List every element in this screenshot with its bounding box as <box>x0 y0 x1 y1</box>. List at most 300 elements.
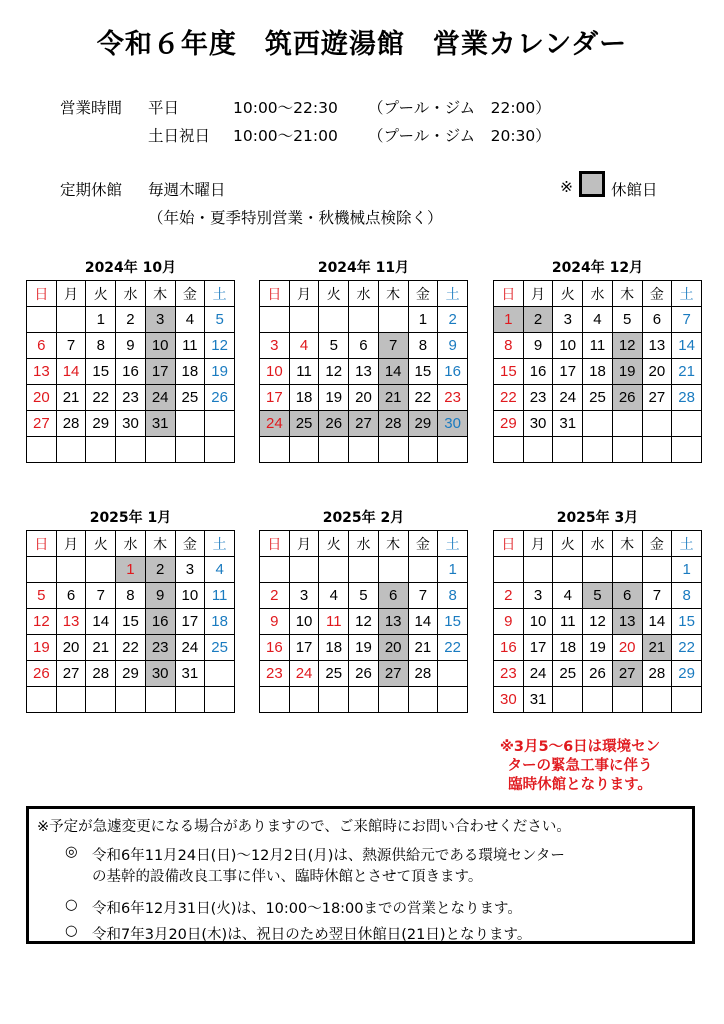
day-cell: 11 <box>583 333 613 359</box>
day-cell: 19 <box>612 359 642 385</box>
week-row <box>27 609 235 635</box>
week-row <box>260 609 468 635</box>
day-cell: 7 <box>86 583 116 609</box>
week-row <box>27 635 235 661</box>
day-cell: 26 <box>583 661 613 687</box>
calendar-month-title: 2025年 1月 <box>89 510 172 526</box>
weekday-header: 金 <box>175 281 205 307</box>
day-cell: 22 <box>116 635 146 661</box>
day-cell: 13 <box>612 609 642 635</box>
day-cell: 9 <box>494 609 524 635</box>
day-cell: 25 <box>583 385 613 411</box>
day-cell: 2 <box>494 583 524 609</box>
day-cell: 16 <box>438 359 468 385</box>
calendar-grid <box>26 530 235 713</box>
day-cell: 15 <box>86 359 116 385</box>
day-cell: 9 <box>260 609 290 635</box>
weekday-pool-time: （プール・ジム 22:00） <box>368 99 551 117</box>
day-cell: 1 <box>408 307 438 333</box>
empty-cell <box>408 437 438 463</box>
march-note-line: 臨時休館となります。 <box>508 777 652 793</box>
day-cell: 15 <box>672 609 702 635</box>
week-row <box>260 437 468 463</box>
empty-cell <box>553 557 583 583</box>
week-row <box>494 437 702 463</box>
notice-item1-line2: の基幹的設備改良工事に伴い、臨時休館とさせて頂きます。 <box>92 869 483 885</box>
day-cell: 10 <box>145 333 175 359</box>
weekday-label: 平日 <box>148 99 180 117</box>
calendar-month-title: 2024年 10月 <box>84 260 177 276</box>
weekday-header: 土 <box>672 281 702 307</box>
empty-cell <box>205 411 235 437</box>
weekday-header: 金 <box>408 281 438 307</box>
weekday-header: 日 <box>494 531 524 557</box>
day-cell: 12 <box>583 609 613 635</box>
day-cell: 3 <box>289 583 319 609</box>
empty-cell <box>438 687 468 713</box>
day-cell: 15 <box>438 609 468 635</box>
day-cell: 30 <box>438 411 468 437</box>
empty-cell <box>289 437 319 463</box>
weekday-header: 日 <box>494 281 524 307</box>
empty-cell <box>642 437 672 463</box>
empty-cell <box>116 437 146 463</box>
calendar-month-title: 2024年 12月 <box>551 260 644 276</box>
day-cell: 27 <box>642 385 672 411</box>
day-cell: 21 <box>86 635 116 661</box>
week-row <box>494 385 702 411</box>
day-cell: 14 <box>642 609 672 635</box>
empty-cell <box>349 307 379 333</box>
march-note-line: ※3月5～6日は環境セン <box>499 739 661 755</box>
day-cell: 22 <box>438 635 468 661</box>
calendar-grid <box>493 280 702 463</box>
day-cell: 4 <box>289 333 319 359</box>
calendar-grid <box>26 280 235 463</box>
weekday-header: 日 <box>27 531 57 557</box>
holiday-label: 土日祝日 <box>148 127 211 145</box>
empty-cell <box>27 557 57 583</box>
day-cell: 31 <box>523 687 553 713</box>
empty-cell <box>523 437 553 463</box>
week-row <box>494 557 702 583</box>
empty-cell <box>175 411 205 437</box>
day-cell: 18 <box>583 359 613 385</box>
weekday-header: 月 <box>56 531 86 557</box>
week-row <box>27 359 235 385</box>
day-cell: 2 <box>438 307 468 333</box>
day-cell: 19 <box>27 635 57 661</box>
weekday-header: 土 <box>672 531 702 557</box>
day-cell: 30 <box>494 687 524 713</box>
day-cell: 20 <box>56 635 86 661</box>
calendar-2025-01 <box>26 508 235 713</box>
day-cell: 12 <box>349 609 379 635</box>
day-cell: 24 <box>175 635 205 661</box>
weekday-header: 金 <box>175 531 205 557</box>
weekday-header: 金 <box>642 531 672 557</box>
day-cell: 29 <box>116 661 146 687</box>
day-cell: 24 <box>523 661 553 687</box>
calendar-month-title: 2025年 3月 <box>556 510 639 526</box>
weekday-header: 水 <box>583 281 613 307</box>
weekday-header: 日 <box>260 531 290 557</box>
weekday-header-row <box>260 531 468 557</box>
empty-cell <box>553 437 583 463</box>
empty-cell <box>116 687 146 713</box>
calendar-2024-11 <box>259 258 468 463</box>
day-cell: 11 <box>553 609 583 635</box>
calendar-2024-12 <box>493 258 702 463</box>
empty-cell <box>56 687 86 713</box>
empty-cell <box>145 437 175 463</box>
empty-cell <box>523 557 553 583</box>
empty-cell <box>319 307 349 333</box>
day-cell: 20 <box>378 635 408 661</box>
weekday-header: 月 <box>523 531 553 557</box>
day-cell: 19 <box>205 359 235 385</box>
day-cell: 13 <box>349 359 379 385</box>
day-cell: 7 <box>642 583 672 609</box>
day-cell: 3 <box>523 583 553 609</box>
empty-cell <box>642 687 672 713</box>
week-row <box>27 333 235 359</box>
day-cell: 27 <box>612 661 642 687</box>
day-cell: 11 <box>289 359 319 385</box>
weekday-header: 木 <box>145 281 175 307</box>
day-cell: 5 <box>349 583 379 609</box>
notice-item3-mark: ○ <box>65 923 78 939</box>
day-cell: 2 <box>145 557 175 583</box>
empty-cell <box>612 557 642 583</box>
day-cell: 23 <box>145 635 175 661</box>
day-cell: 16 <box>116 359 146 385</box>
day-cell: 18 <box>175 359 205 385</box>
weekday-header: 土 <box>205 281 235 307</box>
day-cell: 28 <box>408 661 438 687</box>
day-cell: 25 <box>175 385 205 411</box>
day-cell: 12 <box>205 333 235 359</box>
empty-cell <box>378 687 408 713</box>
weekday-header: 土 <box>438 281 468 307</box>
day-cell: 10 <box>289 609 319 635</box>
day-cell: 4 <box>319 583 349 609</box>
empty-cell <box>319 687 349 713</box>
day-cell: 23 <box>116 385 146 411</box>
day-cell: 24 <box>553 385 583 411</box>
empty-cell <box>494 437 524 463</box>
day-cell: 20 <box>612 635 642 661</box>
day-cell: 29 <box>672 661 702 687</box>
weekday-header: 火 <box>553 531 583 557</box>
calendar-2025-03 <box>493 508 702 713</box>
day-cell: 24 <box>145 385 175 411</box>
regular-closed-label: 定期休館 <box>60 181 123 199</box>
day-cell: 9 <box>523 333 553 359</box>
weekday-header: 火 <box>86 531 116 557</box>
notice-box <box>26 806 695 944</box>
day-cell: 13 <box>56 609 86 635</box>
day-cell: 30 <box>523 411 553 437</box>
holiday-pool-time: （プール・ジム 20:30） <box>368 127 551 145</box>
day-cell: 30 <box>116 411 146 437</box>
empty-cell <box>205 437 235 463</box>
empty-cell <box>86 437 116 463</box>
day-cell: 27 <box>378 661 408 687</box>
day-cell: 25 <box>319 661 349 687</box>
day-cell: 18 <box>319 635 349 661</box>
calendar-2024-10 <box>26 258 235 463</box>
day-cell: 26 <box>612 385 642 411</box>
day-cell: 4 <box>205 557 235 583</box>
empty-cell <box>289 307 319 333</box>
calendar-grid <box>259 280 468 463</box>
day-cell: 5 <box>583 583 613 609</box>
empty-cell <box>378 437 408 463</box>
empty-cell <box>260 557 290 583</box>
empty-cell <box>672 687 702 713</box>
day-cell: 15 <box>494 359 524 385</box>
empty-cell <box>583 411 613 437</box>
day-cell: 29 <box>408 411 438 437</box>
weekday-header: 木 <box>612 531 642 557</box>
weekday-header: 月 <box>523 281 553 307</box>
empty-cell <box>27 307 57 333</box>
weekday-header: 水 <box>349 281 379 307</box>
march-note-line: ターの緊急工事に伴う <box>507 758 653 774</box>
empty-cell <box>378 307 408 333</box>
empty-cell <box>260 307 290 333</box>
day-cell: 30 <box>145 661 175 687</box>
notice-item2: 令和6年12月31日(火)は、10:00～18:00までの営業となります。 <box>92 901 522 917</box>
week-row <box>27 437 235 463</box>
day-cell: 16 <box>260 635 290 661</box>
day-cell: 17 <box>145 359 175 385</box>
week-row <box>494 635 702 661</box>
empty-cell <box>672 411 702 437</box>
day-cell: 1 <box>672 557 702 583</box>
day-cell: 1 <box>438 557 468 583</box>
day-cell: 6 <box>27 333 57 359</box>
empty-cell <box>260 687 290 713</box>
weekday-header: 水 <box>116 531 146 557</box>
notice-item1-line1: 令和6年11月24日(日)～12月2日(月)は、熱源供給元である環境センター <box>92 848 565 864</box>
day-cell: 14 <box>56 359 86 385</box>
day-cell: 21 <box>672 359 702 385</box>
day-cell: 5 <box>612 307 642 333</box>
regular-closed-note: （年始・夏季特別営業・秋機械点検除く） <box>148 209 443 227</box>
day-cell: 26 <box>27 661 57 687</box>
week-row <box>27 661 235 687</box>
day-cell: 6 <box>612 583 642 609</box>
empty-cell <box>672 437 702 463</box>
empty-cell <box>56 437 86 463</box>
day-cell: 12 <box>319 359 349 385</box>
weekday-header-row <box>494 281 702 307</box>
day-cell: 28 <box>672 385 702 411</box>
calendar-grid <box>493 530 702 713</box>
day-cell: 27 <box>349 411 379 437</box>
day-cell: 14 <box>408 609 438 635</box>
weekday-header-row <box>27 531 235 557</box>
day-cell: 7 <box>672 307 702 333</box>
day-cell: 5 <box>27 583 57 609</box>
day-cell: 26 <box>349 661 379 687</box>
notice-item2-mark: ○ <box>65 897 78 913</box>
day-cell: 22 <box>672 635 702 661</box>
day-cell: 14 <box>672 333 702 359</box>
day-cell: 15 <box>408 359 438 385</box>
notice-item3: 令和7年3月20日(木)は、祝日のため翌日休館日(21日)となります。 <box>92 927 532 943</box>
day-cell: 5 <box>205 307 235 333</box>
day-cell: 19 <box>349 635 379 661</box>
day-cell: 4 <box>583 307 613 333</box>
day-cell: 20 <box>642 359 672 385</box>
weekday-header: 火 <box>319 531 349 557</box>
weekday-header: 木 <box>378 281 408 307</box>
day-cell: 10 <box>523 609 553 635</box>
weekday-header: 金 <box>408 531 438 557</box>
day-cell: 28 <box>378 411 408 437</box>
day-cell: 31 <box>553 411 583 437</box>
weekday-header: 日 <box>27 281 57 307</box>
empty-cell <box>175 437 205 463</box>
day-cell: 8 <box>672 583 702 609</box>
day-cell: 31 <box>145 411 175 437</box>
day-cell: 1 <box>86 307 116 333</box>
day-cell: 3 <box>260 333 290 359</box>
empty-cell <box>319 437 349 463</box>
day-cell: 12 <box>27 609 57 635</box>
empty-cell <box>86 687 116 713</box>
weekday-header: 月 <box>289 281 319 307</box>
holiday-time: 10:00～21:00 <box>233 127 338 145</box>
week-row <box>260 583 468 609</box>
day-cell: 8 <box>86 333 116 359</box>
calendar-month-title: 2024年 11月 <box>317 260 410 276</box>
week-row <box>260 333 468 359</box>
day-cell: 18 <box>205 609 235 635</box>
day-cell: 27 <box>56 661 86 687</box>
day-cell: 8 <box>408 333 438 359</box>
weekday-header: 日 <box>260 281 290 307</box>
weekday-header-row <box>27 281 235 307</box>
day-cell: 10 <box>175 583 205 609</box>
weekday-header: 水 <box>349 531 379 557</box>
day-cell: 4 <box>553 583 583 609</box>
march-closure-note <box>470 738 690 795</box>
week-row <box>27 583 235 609</box>
calendar-month-title: 2025年 2月 <box>322 510 405 526</box>
empty-cell <box>612 411 642 437</box>
day-cell: 22 <box>408 385 438 411</box>
week-row <box>494 687 702 713</box>
day-cell: 27 <box>27 411 57 437</box>
week-row <box>260 411 468 437</box>
weekday-header: 火 <box>553 281 583 307</box>
week-row <box>260 557 468 583</box>
day-cell: 19 <box>583 635 613 661</box>
day-cell: 21 <box>408 635 438 661</box>
day-cell: 28 <box>56 411 86 437</box>
day-cell: 13 <box>642 333 672 359</box>
week-row <box>27 411 235 437</box>
day-cell: 28 <box>642 661 672 687</box>
regular-closed-value: 毎週木曜日 <box>148 181 226 199</box>
empty-cell <box>56 307 86 333</box>
day-cell: 5 <box>319 333 349 359</box>
weekday-header: 水 <box>116 281 146 307</box>
day-cell: 11 <box>319 609 349 635</box>
empty-cell <box>319 557 349 583</box>
day-cell: 21 <box>378 385 408 411</box>
day-cell: 7 <box>56 333 86 359</box>
week-row <box>494 333 702 359</box>
day-cell: 3 <box>145 307 175 333</box>
empty-cell <box>438 661 468 687</box>
empty-cell <box>260 437 290 463</box>
day-cell: 18 <box>553 635 583 661</box>
day-cell: 6 <box>349 333 379 359</box>
empty-cell <box>175 687 205 713</box>
day-cell: 20 <box>349 385 379 411</box>
empty-cell <box>408 687 438 713</box>
empty-cell <box>205 687 235 713</box>
day-cell: 29 <box>86 411 116 437</box>
week-row <box>27 385 235 411</box>
day-cell: 21 <box>56 385 86 411</box>
page-title: 令和６年度 筑西遊湯館 営業カレンダー <box>96 29 628 60</box>
empty-cell <box>86 557 116 583</box>
day-cell: 6 <box>378 583 408 609</box>
empty-cell <box>583 557 613 583</box>
day-cell: 25 <box>553 661 583 687</box>
day-cell: 25 <box>205 635 235 661</box>
legend-closed-swatch <box>579 171 605 197</box>
calendar-grid <box>259 530 468 713</box>
week-row <box>260 687 468 713</box>
day-cell: 7 <box>378 333 408 359</box>
week-row <box>494 661 702 687</box>
day-cell: 3 <box>175 557 205 583</box>
week-row <box>494 609 702 635</box>
legend-label: 休館日 <box>611 181 658 199</box>
weekday-header: 火 <box>319 281 349 307</box>
weekday-header: 木 <box>612 281 642 307</box>
weekday-header: 水 <box>583 531 613 557</box>
day-cell: 17 <box>175 609 205 635</box>
day-cell: 21 <box>642 635 672 661</box>
empty-cell <box>289 557 319 583</box>
day-cell: 6 <box>56 583 86 609</box>
week-row <box>494 359 702 385</box>
weekday-header: 金 <box>642 281 672 307</box>
day-cell: 9 <box>438 333 468 359</box>
empty-cell <box>612 687 642 713</box>
empty-cell <box>378 557 408 583</box>
empty-cell <box>349 557 379 583</box>
weekday-header: 土 <box>438 531 468 557</box>
notice-item1-mark: ◎ <box>65 844 78 860</box>
day-cell: 1 <box>494 307 524 333</box>
day-cell: 23 <box>494 661 524 687</box>
empty-cell <box>408 557 438 583</box>
empty-cell <box>349 687 379 713</box>
day-cell: 15 <box>116 609 146 635</box>
day-cell: 12 <box>612 333 642 359</box>
day-cell: 25 <box>289 411 319 437</box>
day-cell: 19 <box>319 385 349 411</box>
